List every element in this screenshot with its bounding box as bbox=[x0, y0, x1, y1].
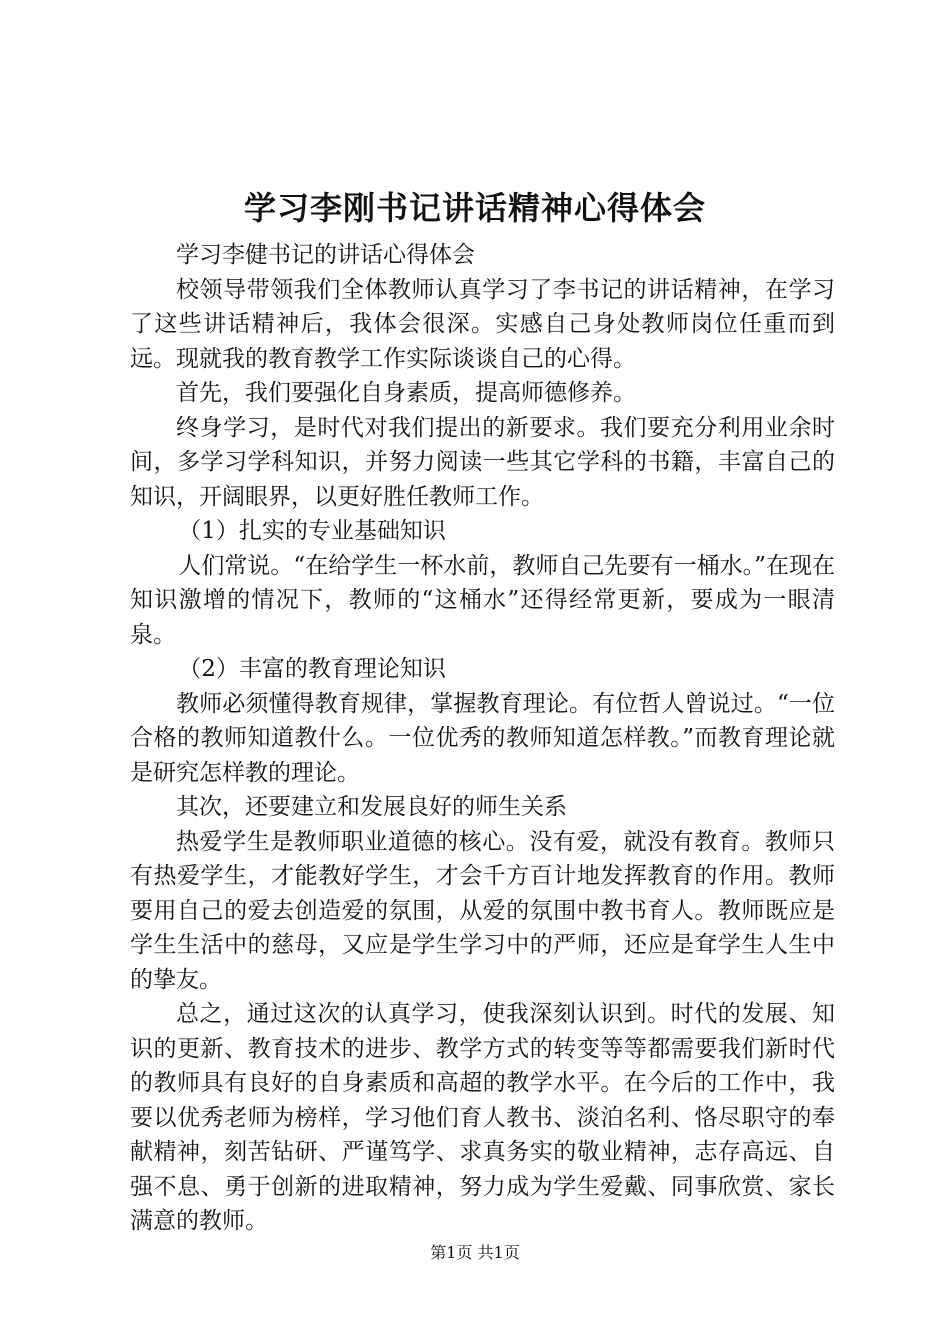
paragraph-first-point: 首先，我们要强化自身素质，提高师德修养。 bbox=[176, 380, 636, 406]
paragraph-intro: 校领导带领我们全体教师认真学习了李书记的讲话精神，在学习了这些讲话精神后，我体会很深。实感自己身处教师岗位任重而到远。现就我的教育教学工作实际谈谈自己的心得。 bbox=[130, 276, 835, 372]
paragraph-water-bucket: 人们常说。“在给学生一杯水前，教师自己先要有一桶水。”在现在知识激增的情况下，教师的“这桶水”还得经常更新，要成为一眼清泉。 bbox=[130, 552, 835, 648]
document-title: 学习李刚书记讲话精神心得体会 bbox=[243, 189, 706, 227]
paragraph-second-point: 其次，还要建立和发展良好的师生关系 bbox=[176, 794, 567, 820]
paragraph-education-theory: 教师必须懂得教育规律，掌握教育理论。有位哲人曾说过。“一位合格的教师知道教什么。一位优秀的教师知道怎样教。”而教育理论就是研究怎样教的理论。 bbox=[130, 690, 835, 786]
paragraph-conclusion: 总之，通过这次的认真学习，使我深刻认识到。时代的发展、知识的更新、教育技术的进步、教学方式的转变等等都需要我们新时代的教师具有良好的自身素质和高超的教学水平。在今后的工作中，我要以优秀老师为榜样，学习他们育人教书、淡泊名利、恪尽职守的奉献精神，刻苦钻研、严谨笃学、求真务实的敬业精神，志存高远、自强不息、勇于创新的进取精神，努力成为学生爱戴、同事欣赏、家长满意的教师。 bbox=[130, 1001, 835, 1234]
paragraph-subheading-2: （2）丰富的教育理论知识 bbox=[178, 656, 446, 682]
paragraph-subheading-1: （1）扎实的专业基础知识 bbox=[178, 518, 446, 544]
paragraph-love-students: 热爱学生是教师职业道德的核心。没有爱，就没有教育。教师只有热爱学生，才能教好学生，才会千方百计地发挥教育的作用。教师要用自己的爱去创造爱的氛围，从爱的氛围中教书育人。教师既应是学生生活中的慈母，又应是学生学习中的严师，还应是耷学生人生中的挚友。 bbox=[130, 828, 835, 993]
page-footer: 第1页 共1页 bbox=[430, 1243, 520, 1262]
document-body bbox=[130, 238, 835, 1239]
paragraph-subtitle: 学习李健书记的讲话心得体会 bbox=[176, 242, 475, 268]
paragraph-lifelong-learning: 终身学习，是时代对我们提出的新要求。我们要充分利用业余时间，多学习学科知识，并努力阅读一些其它学科的书籍，丰富自己的知识，开阔眼界，以更好胜任教师工作。 bbox=[130, 414, 835, 510]
